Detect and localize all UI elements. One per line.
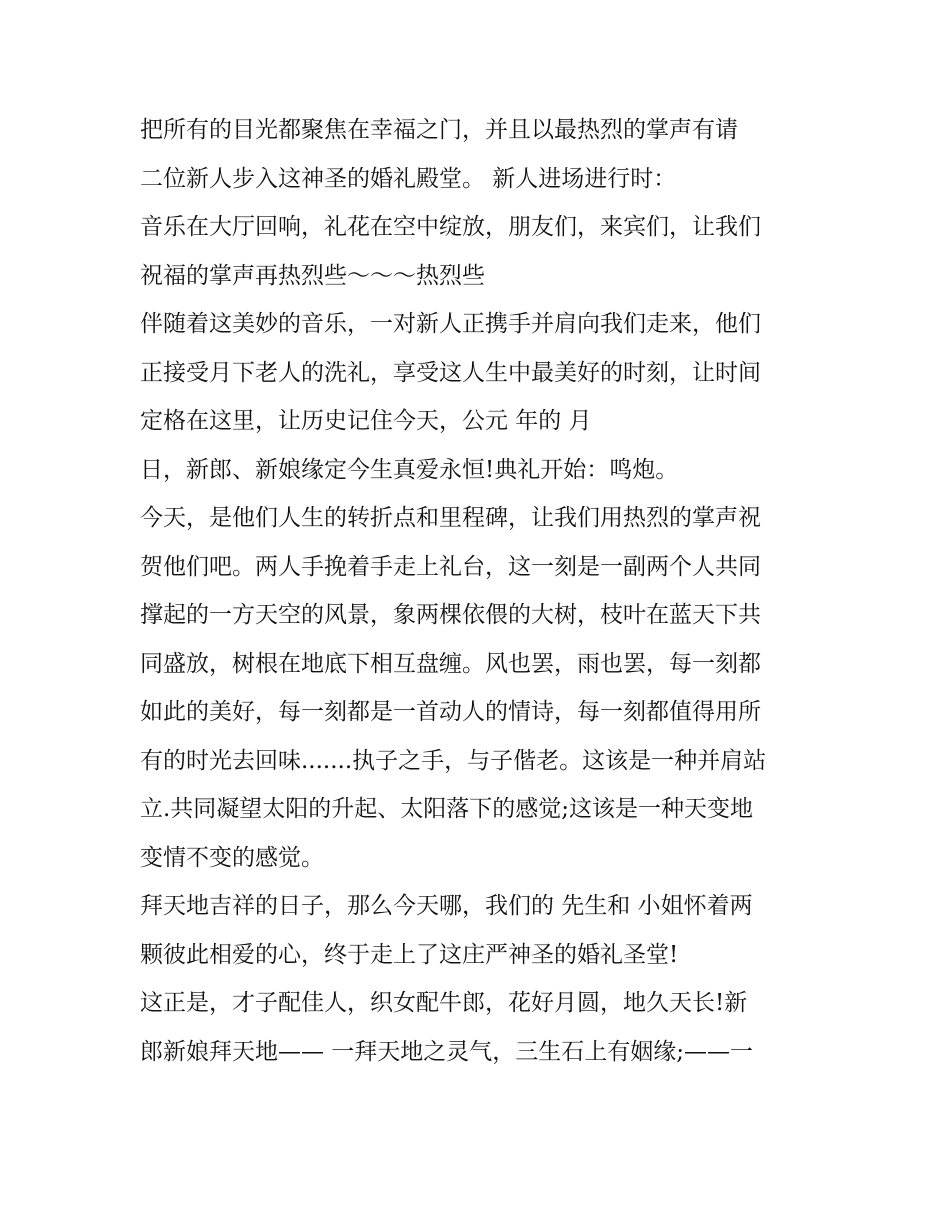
body-text: [140, 106, 820, 1076]
text-line-17: 拜天地吉祥的日子，那么今天哪，我们的 先生和 小姐怀着两: [140, 893, 753, 919]
text-line-8: 日，新郎、新娘缘定今生真爱永恒!典礼开始：鸣炮。: [140, 456, 679, 483]
text-line-14: 有的时光去回味.......执子之手，与子偕老。这该是一种并肩站: [140, 747, 767, 774]
text-line-20: 郎新娘拜天地—— 一拜天地之灵气，三生石上有姻缘;——一: [140, 1038, 754, 1065]
text-line-7: 定格在这里，让历史记住今天，公元 年的 月: [140, 408, 592, 434]
text-line-10: 贺他们吧。两人手挽着手走上礼台，这一刻是一副两个人共同: [140, 553, 761, 580]
text-line-15: 立.共同凝望太阳的升起、太阳落下的感觉;这该是一种天变地: [140, 796, 754, 822]
text-line-1: 把所有的目光都聚焦在幸福之门，并且以最热烈的掌声有请: [140, 117, 738, 143]
text-line-5: 伴随着这美妙的音乐，一对新人正携手并肩向我们走来，他们: [140, 311, 761, 337]
text-line-11: 撑起的一方天空的风景，象两棵依偎的大树，枝叶在蓝天下共: [140, 602, 761, 628]
text-line-3: 音乐在大厅回响，礼花在空中绽放，朋友们，来宾们，让我们: [140, 214, 761, 240]
text-line-19: 这正是，才子配佳人，织女配牛郎，花好月圆，地久天长!新: [140, 990, 748, 1016]
text-line-9: 今天，是他们人生的转折点和里程碑，让我们用热烈的掌声祝: [140, 505, 761, 531]
text-line-12: 同盛放，树根在地底下相互盘缠。风也罢，雨也罢，每一刻都: [140, 650, 761, 677]
text-line-4: 祝福的掌声再热烈些～～～热烈些: [140, 262, 485, 289]
text-line-18: 颗彼此相爱的心，终于走上了这庄严神圣的婚礼圣堂!: [140, 941, 679, 968]
text-line-13: 如此的美好，每一刻都是一首动人的情诗，每一刻都值得用所: [140, 699, 761, 725]
text-line-16: 变情不变的感觉。: [140, 844, 324, 871]
text-line-6: 正接受月下老人的洗礼，享受这人生中最美好的时刻，让时间: [140, 359, 761, 386]
text-line-2: 二位新人步入这神圣的婚礼殿堂。 新人进场进行时：: [140, 165, 677, 192]
